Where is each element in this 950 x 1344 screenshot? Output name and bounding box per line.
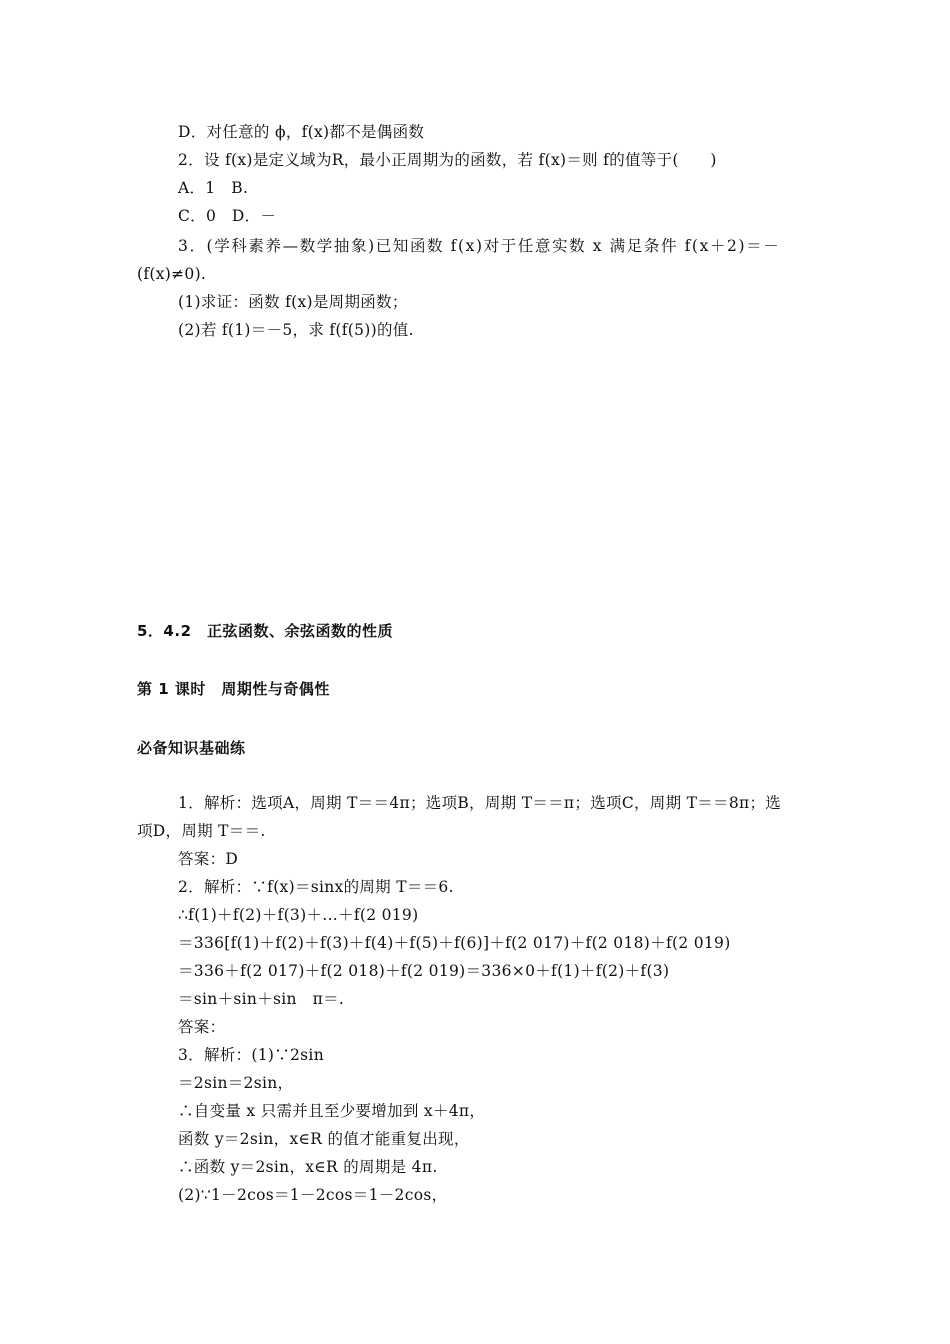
answer-3-line-3: ∴自变量 x 只需并且至少要增加到 x＋4π， [178,1102,486,1120]
answer-1-line-1: 1．解析：选项A，周期 T＝＝4π；选项B，周期 T＝＝π；选项C，周期 T＝＝8π；选 [178,794,782,812]
options-a-b: A．1 B. [178,179,249,197]
option-d-line: D．对任意的 ϕ，f(x)都不是偶函数 [178,123,425,141]
answer-2-line-3: ＝336[f(1)＋f(2)＋f(3)＋f(4)＋f(5)＋f(6)]＋f(2 017)＋f(2 018)＋f(2 019) [178,934,731,952]
options-c-d: C．0 D．－ [178,207,277,225]
answer-2-line-2: ∴f(1)＋f(2)＋f(3)＋…＋f(2 019) [178,906,419,924]
question-3-line-2: (f(x)≠0). [137,265,207,283]
question-3-part-1: (1)求证：函数 f(x)是周期函数； [178,293,408,311]
answer-1-result: 答案：D [178,850,239,868]
answer-3-line-1: 3．解析：(1)∵2sin [178,1046,324,1064]
answer-1-line-2: 项D，周期 T＝＝. [137,822,266,840]
answer-2-result: 答案： [178,1018,226,1036]
answer-2-line-5: ＝sin＋sin＋sin π＝. [178,990,345,1008]
answer-2-line-1: 2．解析：∵f(x)＝sinx的周期 T＝＝6. [178,878,454,896]
answer-3-line-2: ＝2sin＝2sin， [178,1074,294,1092]
question-2-text: 2．设 f(x)是定义域为R，最小正周期为的函数，若 f(x)＝则 f的值等于( ) [178,151,717,169]
answer-3-line-6: (2)∵1－2cos＝1－2cos＝1－2cos， [178,1186,448,1204]
answer-3-line-5: ∴函数 y＝2sin，x∈R 的周期是 4π. [178,1158,438,1176]
lesson-heading: 第 1 课时 周期性与奇偶性 [137,680,330,698]
question-3-part-2: (2)若 f(1)＝－5，求 f(f(5))的值. [178,321,414,339]
section-heading: 5．4.2 正弦函数、余弦函数的性质 [137,622,394,640]
practice-block-heading: 必备知识基础练 [137,739,246,757]
answer-2-line-4: ＝336＋f(2 017)＋f(2 018)＋f(2 019)＝336×0＋f(1)＋f(2)＋f(3) [178,962,670,980]
question-3-line-1: 3．(学科素养—数学抽象)已知函数 f(x)对于任意实数 x 满足条件 f(x＋2)＝－ [178,237,781,255]
answer-3-line-4: 函数 y＝2sin，x∈R 的值才能重复出现， [178,1130,470,1148]
